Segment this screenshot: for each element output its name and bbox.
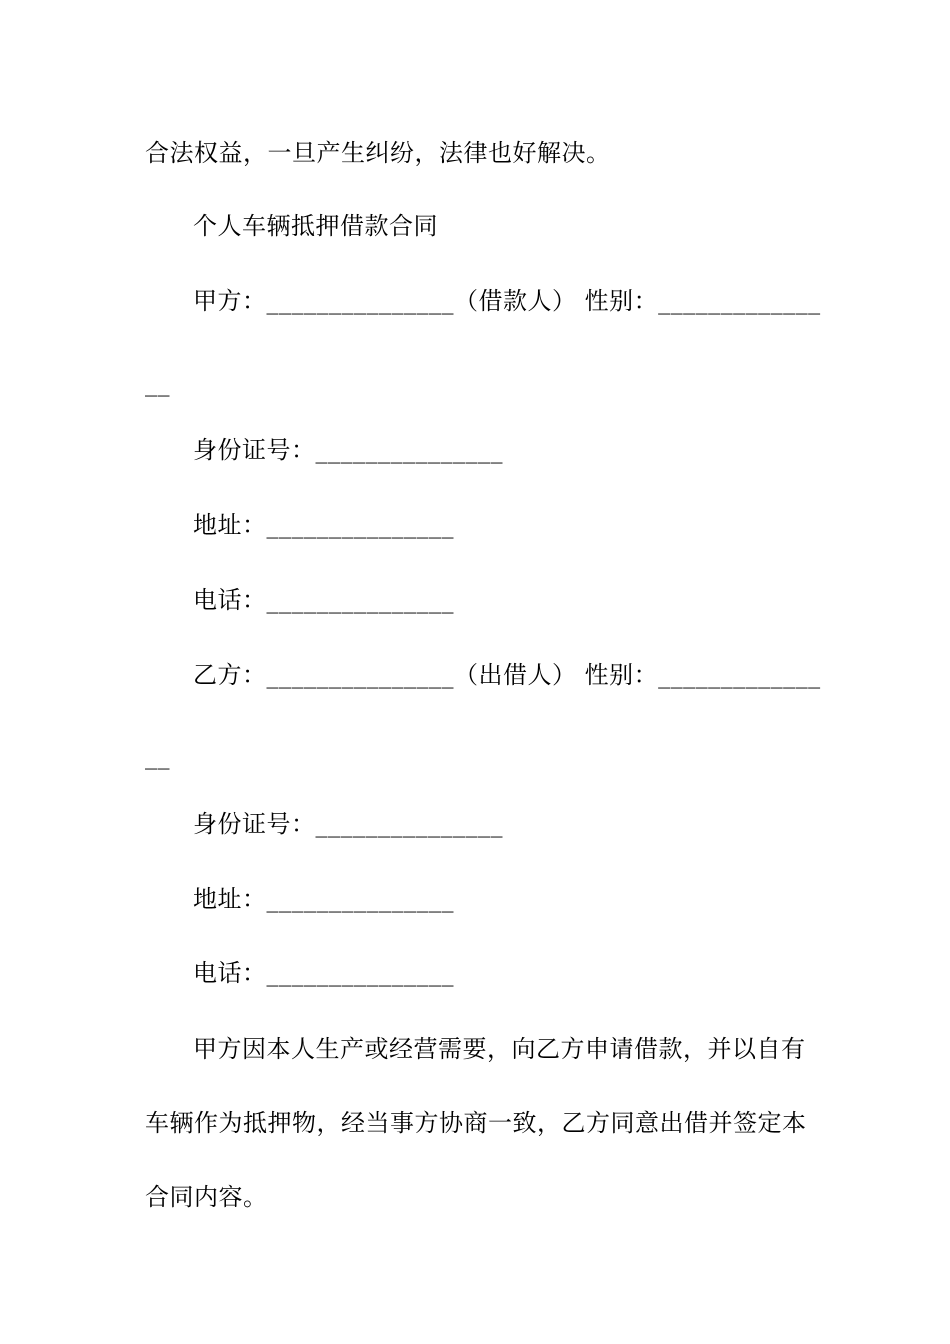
body-paragraph-line-3: 合同内容。 <box>145 1183 268 1211</box>
party-b-id-field: 身份证号：_______________ <box>193 810 503 838</box>
paragraph-continuation: 合法权益，一旦产生纠纷，法律也好解决。 <box>145 139 611 167</box>
party-b-line: 乙方：_______________（出借人） 性别：_____________ <box>193 661 821 689</box>
party-a-id-field: 身份证号：_______________ <box>193 436 503 464</box>
party-b-address-field: 地址：_______________ <box>193 885 454 913</box>
party-a-phone-field: 电话：_______________ <box>193 586 454 614</box>
body-paragraph-line-1: 甲方因本人生产或经营需要，向乙方申请借款，并以自有 <box>193 1035 806 1063</box>
party-a-address-field: 地址：_______________ <box>193 511 454 539</box>
party-b-phone-field: 电话：_______________ <box>193 959 454 987</box>
body-paragraph-line-2: 车辆作为抵押物，经当事方协商一致，乙方同意出借并签定本 <box>145 1109 807 1137</box>
party-a-line-wrap: __ <box>145 369 170 397</box>
party-b-line-wrap: __ <box>145 742 170 770</box>
contract-title: 个人车辆抵押借款合同 <box>193 212 438 240</box>
party-a-line: 甲方：_______________（借款人） 性别：_____________ <box>193 287 821 315</box>
